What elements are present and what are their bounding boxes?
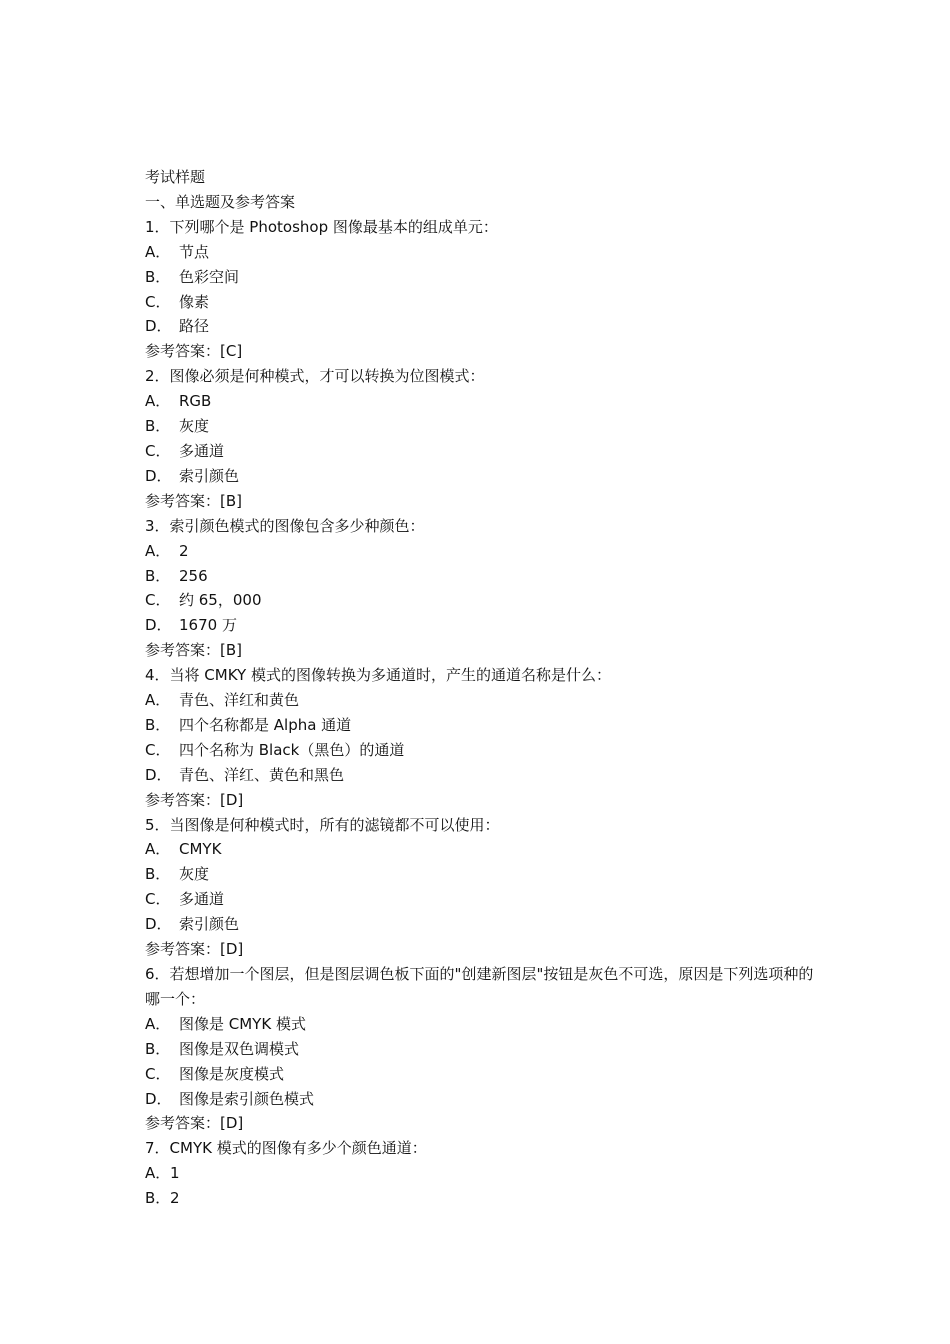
answer-label: 参考答案： (145, 342, 221, 361)
option-b (145, 1037, 815, 1062)
option-b (145, 862, 815, 887)
option-c (145, 738, 815, 763)
option-text: 灰度 (179, 417, 210, 436)
option-text: RGB (179, 392, 212, 411)
question-stem: 3．索引颜色模式的图像包含多少种颜色： (145, 516, 425, 535)
option-letter: A． (145, 392, 171, 411)
option-a (145, 837, 815, 862)
option-letter: B． (145, 1039, 171, 1058)
option-c (145, 290, 815, 315)
option-text: 图像是灰度模式 (179, 1064, 285, 1083)
question-stem: 2．图像必须是何种模式，才可以转换为位图模式： (145, 367, 485, 386)
option-b (145, 713, 815, 738)
option-letter: C． (145, 1064, 171, 1083)
option-text: 四个名称为 Black（黑色）的通道 (179, 740, 405, 759)
question-stem: 5．当图像是何种模式时，所有的滤镜都不可以使用： (145, 815, 500, 834)
answer-value: [B] (220, 491, 243, 510)
option-letter: B． (145, 566, 171, 585)
option-letter: A． (145, 691, 171, 710)
option-letter: A． (145, 242, 171, 261)
option-text: 色彩空间 (179, 267, 240, 286)
answer-label: 参考答案： (145, 1114, 221, 1133)
question-7 (145, 1136, 815, 1211)
reference-answer (145, 937, 815, 962)
option-letter: D． (145, 915, 172, 934)
option-b (145, 414, 815, 439)
option-text: 索引颜色 (179, 466, 240, 485)
option-letter: A． (145, 541, 171, 560)
option-text: 多通道 (179, 441, 225, 460)
option-text: 图像是 CMYK 模式 (179, 1014, 306, 1033)
option-letter: A． (145, 840, 171, 859)
answer-label: 参考答案： (145, 790, 221, 809)
option-text: 像素 (179, 292, 210, 311)
option-letter: A． (145, 1164, 171, 1183)
question-2 (145, 364, 815, 513)
option-a (145, 240, 815, 265)
option-a (145, 688, 815, 713)
option-b (145, 265, 815, 290)
option-letter: D． (145, 616, 172, 635)
option-c (145, 439, 815, 464)
option-letter: C． (145, 591, 171, 610)
answer-value: [C] (220, 342, 243, 361)
option-b (145, 564, 815, 589)
option-d (145, 1087, 815, 1112)
reference-answer (145, 339, 815, 364)
option-letter: B． (145, 715, 171, 734)
question-5 (145, 813, 815, 962)
document-body (145, 165, 815, 1211)
option-letter: C． (145, 292, 171, 311)
answer-value: [D] (220, 940, 244, 959)
option-text: 图像是双色调模式 (179, 1039, 300, 1058)
option-text: 节点 (179, 242, 210, 261)
option-letter: B． (145, 865, 171, 884)
option-letter: B． (145, 267, 171, 286)
question-stem: 6．若想增加一个图层，但是图层调色板下面的"创建新图层"按钮是灰色不可选，原因是下列选项种的哪一个： (145, 965, 814, 1008)
option-text: 1670 万 (179, 616, 237, 635)
answer-label: 参考答案： (145, 641, 221, 660)
option-d (145, 613, 815, 638)
option-letter: D． (145, 317, 172, 336)
reference-answer (145, 788, 815, 813)
option-d (145, 314, 815, 339)
option-text: 图像是索引颜色模式 (179, 1089, 315, 1108)
question-stem: 4．当将 CMKY 模式的图像转换为多通道时，产生的通道名称是什么： (145, 666, 611, 685)
option-text: 2 (170, 1189, 180, 1208)
question-1 (145, 215, 815, 364)
option-d (145, 763, 815, 788)
option-a (145, 539, 815, 564)
option-letter: A． (145, 1014, 171, 1033)
option-letter: C． (145, 740, 171, 759)
option-text: 青色、洋红和黄色 (179, 691, 300, 710)
answer-value: [D] (220, 1114, 244, 1133)
option-letter: C． (145, 890, 171, 909)
question-6 (145, 962, 815, 1136)
question-stem: 7．CMYK 模式的图像有多少个颜色通道： (145, 1139, 427, 1158)
answer-label: 参考答案： (145, 491, 221, 510)
option-c (145, 887, 815, 912)
option-text: 256 (179, 566, 208, 585)
option-letter: B． (145, 1189, 171, 1208)
question-3 (145, 514, 815, 663)
option-text: CMYK (179, 840, 222, 859)
reference-answer (145, 1111, 815, 1136)
document-title: 考试样题 (145, 168, 206, 186)
section-heading: 一、单选题及参考答案 (145, 192, 296, 211)
answer-value: [D] (220, 790, 244, 809)
question-4 (145, 663, 815, 812)
option-letter: D． (145, 765, 172, 784)
option-c (145, 1062, 815, 1087)
option-text: 多通道 (179, 890, 225, 909)
option-letter: C． (145, 441, 171, 460)
option-text: 约 65，000 (179, 591, 262, 610)
option-text: 2 (179, 541, 189, 560)
option-text: 1 (170, 1164, 180, 1183)
option-text: 灰度 (179, 865, 210, 884)
option-a (145, 1161, 815, 1186)
option-d (145, 464, 815, 489)
reference-answer (145, 489, 815, 514)
question-stem: 1．下列哪个是 Photoshop 图像最基本的组成单元： (145, 217, 498, 236)
option-b (145, 1186, 815, 1211)
option-a (145, 1012, 815, 1037)
answer-label: 参考答案： (145, 940, 221, 959)
option-d (145, 912, 815, 937)
option-a (145, 389, 815, 414)
option-c (145, 588, 815, 613)
option-text: 四个名称都是 Alpha 通道 (179, 715, 352, 734)
option-letter: D． (145, 466, 172, 485)
option-text: 青色、洋红、黄色和黑色 (179, 765, 345, 784)
answer-value: [B] (220, 641, 243, 660)
option-text: 索引颜色 (179, 915, 240, 934)
option-letter: B． (145, 417, 171, 436)
option-letter: D． (145, 1089, 172, 1108)
reference-answer (145, 638, 815, 663)
option-text: 路径 (179, 317, 210, 336)
